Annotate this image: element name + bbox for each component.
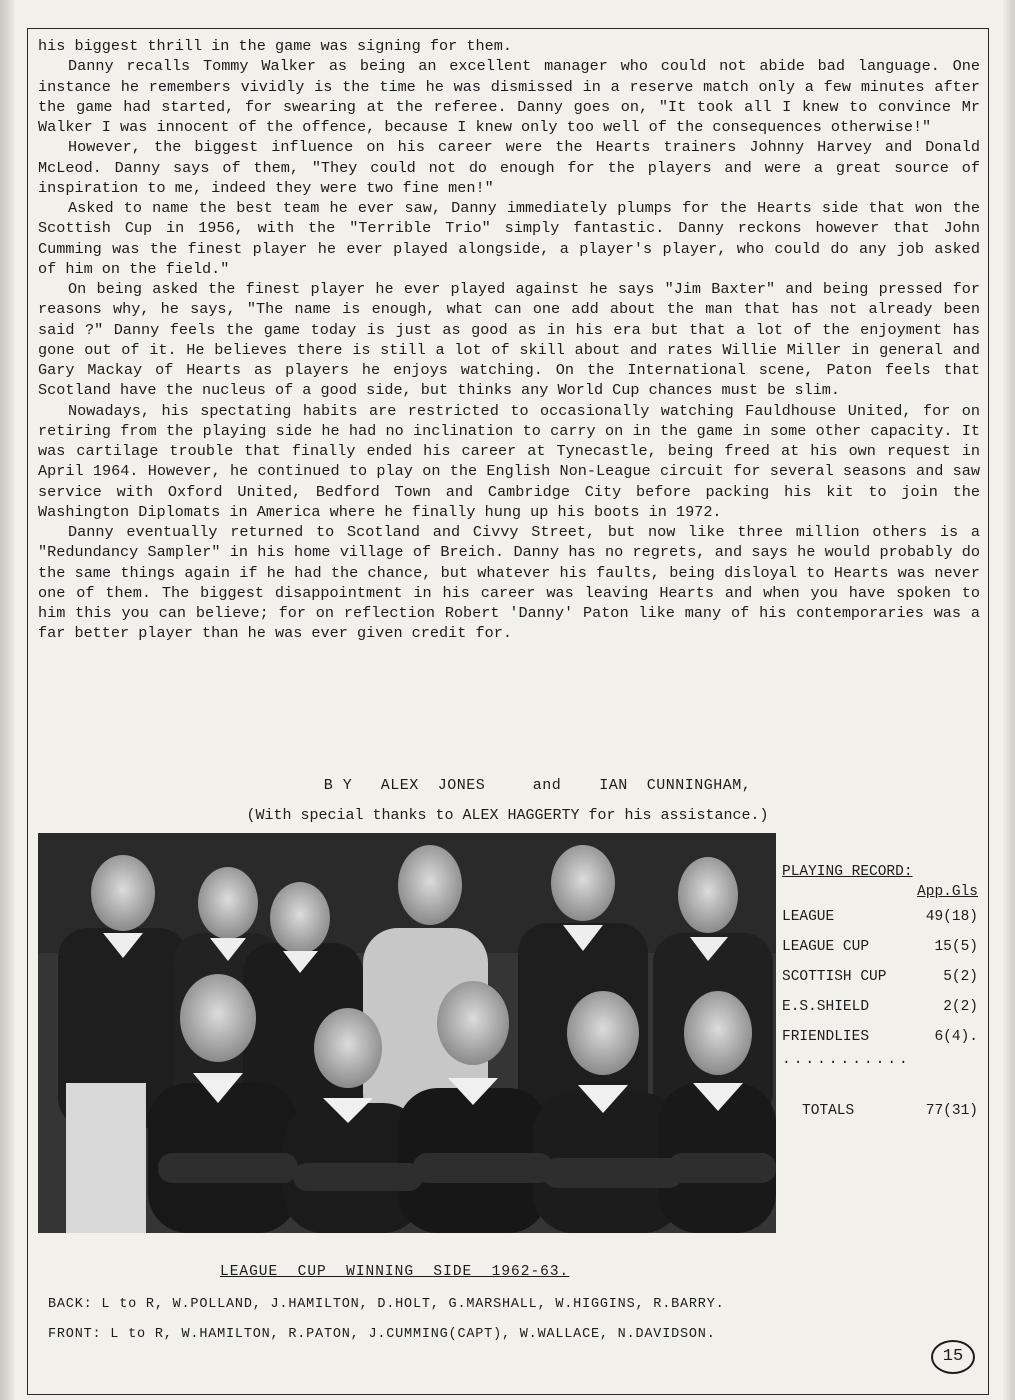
- record-row: [782, 932, 982, 962]
- thanks-credit: (With special thanks to ALEX HAGGERTY for his assistance.): [246, 807, 769, 824]
- article-paragraph-2: Danny recalls Tommy Walker as being an excellent manager who could not abide bad language. One instance he remembers vividly is the time he was dismissed in a reserve match only a few minutes after the game had started, for swearing at the referee. Danny goes on, "It took all I knew to convince Mr Walker I was innocent of the offence, because I knew only too well of the consequences otherwise!": [38, 57, 980, 136]
- record-dots-divider: ...........: [782, 1052, 911, 1068]
- playing-record-header: App.Gls: [917, 884, 978, 900]
- record-value: 15(5): [934, 939, 978, 955]
- front-row-names: FRONT: L to R, W.HAMILTON, R.PATON, J.CUMMING(CAPT), W.WALLACE, N.DAVIDSON.: [48, 1327, 716, 1342]
- record-value: 6(4).: [934, 1029, 978, 1045]
- playing-record: [782, 862, 982, 1126]
- record-row: [782, 962, 982, 992]
- record-row: [782, 1022, 982, 1052]
- article-paragraph-7: Danny eventually returned to Scotland and Civvy Street, but now like three million others is a "Redundancy Sampler" in his home village of Breich. Danny has no regrets, and says he would probably do the same things again if he had the chance, but whatever his faults, being disloyal to Hearts was never one of them. The biggest disappointment in his career was leaving Hearts and when you have spoken to him this you can believe; for on reflection Robert 'Danny' Paton like many of his contemporaries was a far better player than he was ever given credit for.: [38, 523, 980, 643]
- record-totals-row: [782, 1096, 982, 1126]
- record-value: 49(18): [925, 909, 978, 925]
- page-number: 15: [931, 1340, 975, 1374]
- totals-label: TOTALS: [802, 1103, 855, 1119]
- page-edge-left: [0, 0, 14, 1400]
- article-paragraph-3: However, the biggest influence on his career were the Hearts trainers Johnny Harvey and Donald McLeod. Danny says of them, "They could not do enough for the players and were a great source of inspiration to me, indeed they were two fine men!": [38, 138, 980, 197]
- record-value: 2(2): [943, 999, 978, 1015]
- record-row: [782, 902, 982, 932]
- totals-value: 77(31): [925, 1103, 978, 1119]
- page-edge-right: [1003, 0, 1015, 1400]
- author-credit: B Y ALEX JONES and IAN CUNNINGHAM,: [323, 777, 752, 794]
- article-paragraph-1: his biggest thrill in the game was signing for them.: [38, 37, 512, 55]
- record-row: [782, 992, 982, 1022]
- team-photo: [38, 833, 776, 1233]
- team-photo-illustration: [38, 833, 776, 1233]
- article-paragraph-6: Nowadays, his spectating habits are restricted to occasionally watching Fauldhouse United, for on retiring from the playing side he had no inclination to carry on in the game in some other capacity. It was cartilage trouble that finally ended his career at Tynecastle, being freed at his own request in April 1964. However, he continued to play on the English Non-League circuit for several seasons and saw service with Oxford United, Bedford Town and Cambridge City before packing his kit to join the Washington Diplomats in America where he finally hung up his boots in 1972.: [38, 401, 980, 521]
- article-body: [38, 36, 980, 644]
- article-paragraph-5: On being asked the finest player he ever played against he says "Jim Baxter" and being pressed for reasons why, he says, "The name is enough, what can one add about the man that has not already been said ?" Danny feels the game today is just as good as in his era but that a lot of the enjoyment has gone out of it. He believes there is still a lot of skill about and rates Willie Miller in general and Gary Mackay of Hearts as players he enjoys watching. On the International scene, Paton feels that Scotland have the nucleus of a good side, but thinks any World Cup chances must be slim.: [38, 280, 980, 400]
- byline: [0, 776, 1015, 826]
- record-value: 5(2): [943, 969, 978, 985]
- back-row-names: BACK: L to R, W.POLLAND, J.HAMILTON, D.HOLT, G.MARSHALL, W.HIGGINS, R.BARRY.: [48, 1297, 725, 1312]
- record-label: FRIENDLIES: [782, 1029, 870, 1045]
- article-paragraph-4: Asked to name the best team he ever saw, Danny immediately plumps for the Hearts side that won the Scottish Cup in 1956, with the "Terrible Trio" simply fantastic. Danny reckons however that John Cumming was the finest player he ever played alongside, a player's player, who could do any job asked of him on the field.": [38, 199, 980, 278]
- record-label: E.S.SHIELD: [782, 999, 870, 1015]
- record-label: SCOTTISH CUP: [782, 969, 887, 985]
- record-label: LEAGUE CUP: [782, 939, 870, 955]
- record-label: LEAGUE: [782, 909, 835, 925]
- photo-caption: LEAGUE CUP WINNING SIDE 1962-63.: [220, 1264, 570, 1280]
- playing-record-title: PLAYING RECORD:: [782, 864, 913, 880]
